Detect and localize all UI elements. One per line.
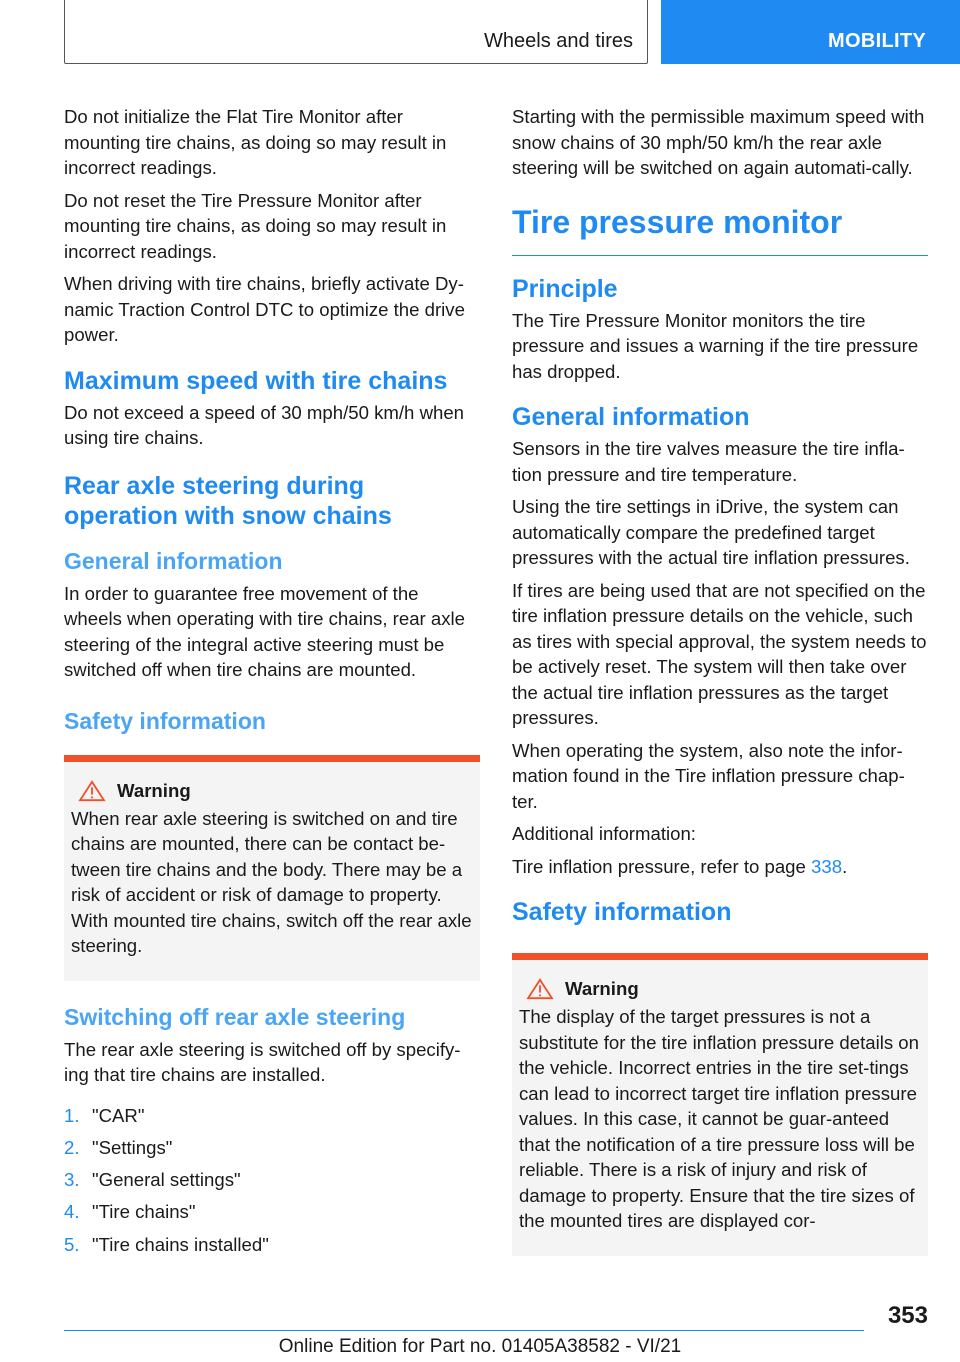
warning-triangle-icon (77, 780, 107, 802)
warning-title: Warning (117, 779, 191, 801)
warning-box (64, 755, 480, 981)
heading-safety-info: Safety information (64, 707, 266, 734)
heading-tire-pressure-monitor: Tire pressure monitor (512, 203, 928, 256)
footer-divider (64, 1330, 864, 1331)
list-item: 4. "Tire chains" (64, 1201, 196, 1223)
chapter-title: MOBILITY (828, 30, 926, 52)
paragraph: The Tire Pressure Monitor monitors the tire pressure and issues a warning if the tire pressure has dropped. (512, 309, 919, 382)
list-item: 1. "CAR" (64, 1104, 145, 1126)
heading-rear-axle: Rear axle steering during operation with snow chains (64, 471, 392, 530)
warning-text: When rear axle steering is switched on and tire chains are mounted, there can be contact be-tween tire chains and the body. There may be a risk of accident or risk of damage to property. With mounted tire chains, switch off the rear axle steering. (71, 807, 472, 956)
paragraph: Sensors in the tire valves measure the tire infla-tion pressure and tire temperature. (512, 438, 905, 485)
warning-title: Warning (565, 978, 639, 999)
right-column (512, 104, 928, 1256)
paragraph: If tires are being used that are not specified on the tire inflation pressure details on the vehicle, such as tires with special approval, the system needs to be actively reset. The system will then take over the actual tire inflation pressures as the target pressures. (512, 579, 927, 728)
paragraph: Do not exceed a speed of 30 mph/50 km/h when using tire chains. (64, 401, 465, 448)
paragraph: When operating the system, also note the infor-mation found in the Tire inflation pressure chap-ter. (512, 739, 905, 812)
paragraph: Do not reset the Tire Pressure Monitor after mounting tire chains, as doing so may result in incorrect readings. (64, 189, 447, 262)
paragraph: Using the tire settings in iDrive, the system can automatically compare the predefined target pressures with the actual tire inflation pressures. (512, 496, 910, 568)
warning-box (512, 953, 928, 1256)
steps-list (64, 1100, 480, 1261)
paragraph: When driving with tire chains, briefly activate Dy-namic Traction Control DTC to optimize the drive power. (64, 273, 465, 345)
warning-triangle-icon (525, 978, 555, 1000)
page-reference-link[interactable]: 338 (811, 855, 843, 877)
warning-text: The display of the target pressures is not a substitute for the tire inflation pressure details on the vehicle. Incorrect entries in the tire set-tings can lead to incorrect target tire inflation pressure values. In this case, it cannot be guar-anteed that the notification of a tire pressure loss will be reliable. There is a risk of injury and risk of damage to property. Ensure that the tire sizes of the mounted tires are displayed cor- (519, 1006, 919, 1231)
heading-safety-info: Safety information (512, 898, 732, 926)
heading-general-info: General information (512, 403, 750, 431)
left-column (64, 104, 480, 1261)
paragraph: Additional information: (512, 823, 696, 844)
list-item: 5. "Tire chains installed" (64, 1233, 269, 1255)
paragraph: Do not initialize the Flat Tire Monitor after mounting tire chains, as doing so may result in incorrect readings. (64, 106, 447, 178)
paragraph: Starting with the permissible maximum speed with snow chains of 30 mph/50 km/h the rear axle steering will be switched on again automati-cally. (512, 106, 925, 178)
section-tab (64, 0, 648, 64)
paragraph: The rear axle steering is switched off by specify-ing that tire chains are installed. (64, 1038, 461, 1085)
heading-general-info: General information (64, 547, 283, 574)
paragraph: In order to guarantee free movement of the wheels when operating with tire chains, rear axle steering of the integral active steering must be switched off when tire chains are mounted. (64, 582, 466, 680)
footer-edition: Online Edition for Part no. 01405A38582 - VI/21 (278, 1336, 682, 1357)
list-item: 2. "Settings" (64, 1136, 173, 1158)
list-item: 3. "General settings" (64, 1169, 241, 1191)
reference-paragraph: Tire inflation pressure, refer to page 338. (512, 855, 848, 877)
chapter-tab[interactable] (661, 0, 960, 64)
heading-switch-off: Switching off rear axle steering (64, 1003, 406, 1030)
heading-max-speed: Maximum speed with tire chains (64, 366, 448, 395)
section-title: Wheels and tires (484, 30, 633, 52)
page-number: 353 (887, 1302, 928, 1329)
heading-principle: Principle (512, 274, 618, 303)
